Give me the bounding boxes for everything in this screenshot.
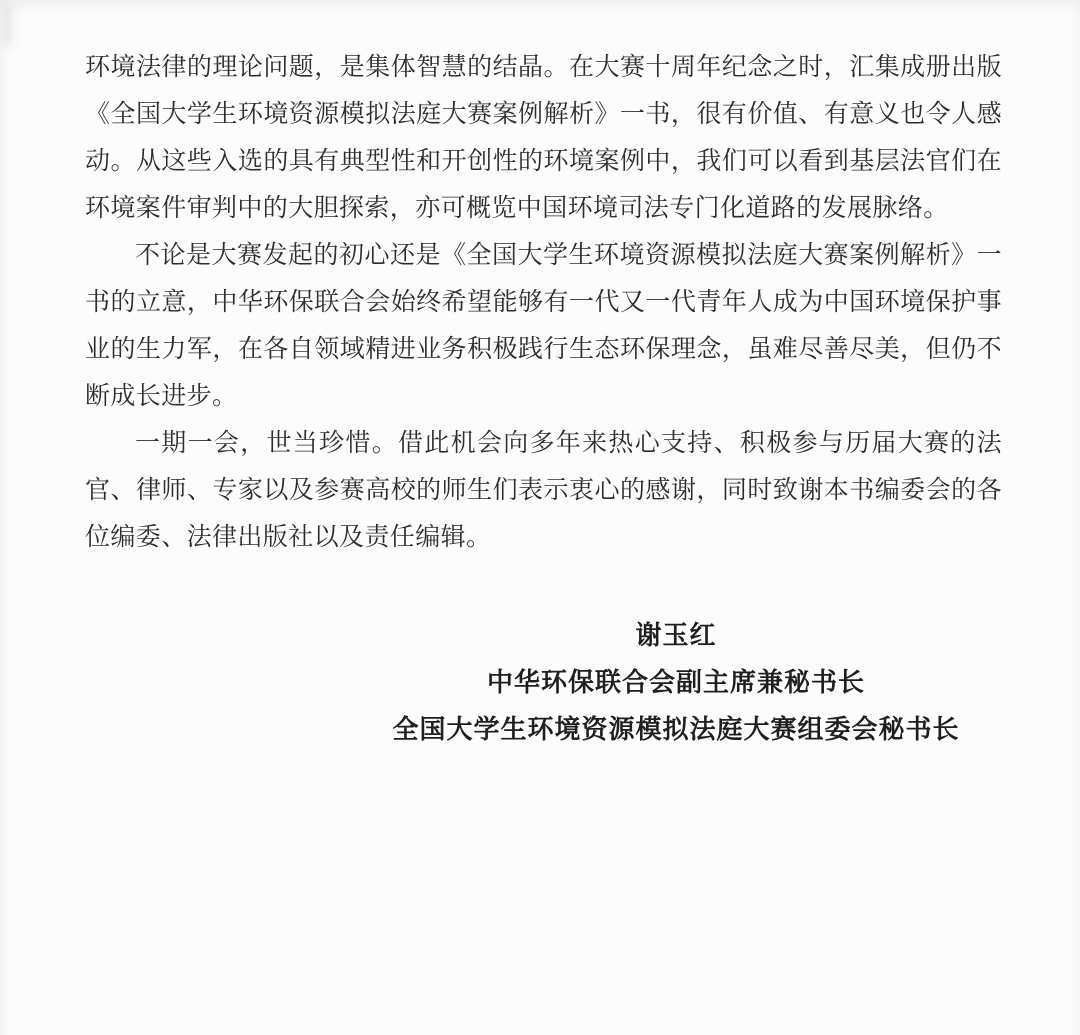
- signature-title-1: 中华环保联合会副主席兼秘书长: [486, 668, 865, 698]
- scan-artifact-top-left: [0, 0, 13, 46]
- signature-title-2: 全国大学生环境资源模拟法庭大赛组委会秘书长: [392, 715, 960, 745]
- body-paragraph-3: 一期一会，世当珍惜。借此机会向多年来热心支持、积极参与历届大赛的法官、律师、专家以及参赛高校的师生们表示衷心的感谢，同时致谢本书编委会的各位编委、法律出版社以及责任编辑。: [85, 430, 1002, 551]
- signature-name: 谢玉红: [635, 621, 717, 651]
- page-body-text: [85, 44, 1002, 754]
- signature-block: [85, 613, 1002, 754]
- body-paragraph-2: 不论是大赛发起的初心还是《全国大学生环境资源模拟法庭大赛案例解析》一书的立意，中华环保联合会始终希望能够有一代又一代青年人成为中国环境保护事业的生力军，在各自领域精进业务积极践行生态环保理念，虽难尽善尽美，但仍不断成长进步。: [85, 242, 1002, 410]
- body-paragraph-1: 环境法律的理论问题，是集体智慧的结晶。在大赛十周年纪念之时，汇集成册出版《全国大学生环境资源模拟法庭大赛案例解析》一书，很有价值、有意义也令人感动。从这些入选的具有典型性和开创性的环境案例中，我们可以看到基层法官们在环境案件审判中的大胆探索，亦可概览中国环境司法专门化道路的发展脉络。: [85, 54, 1002, 222]
